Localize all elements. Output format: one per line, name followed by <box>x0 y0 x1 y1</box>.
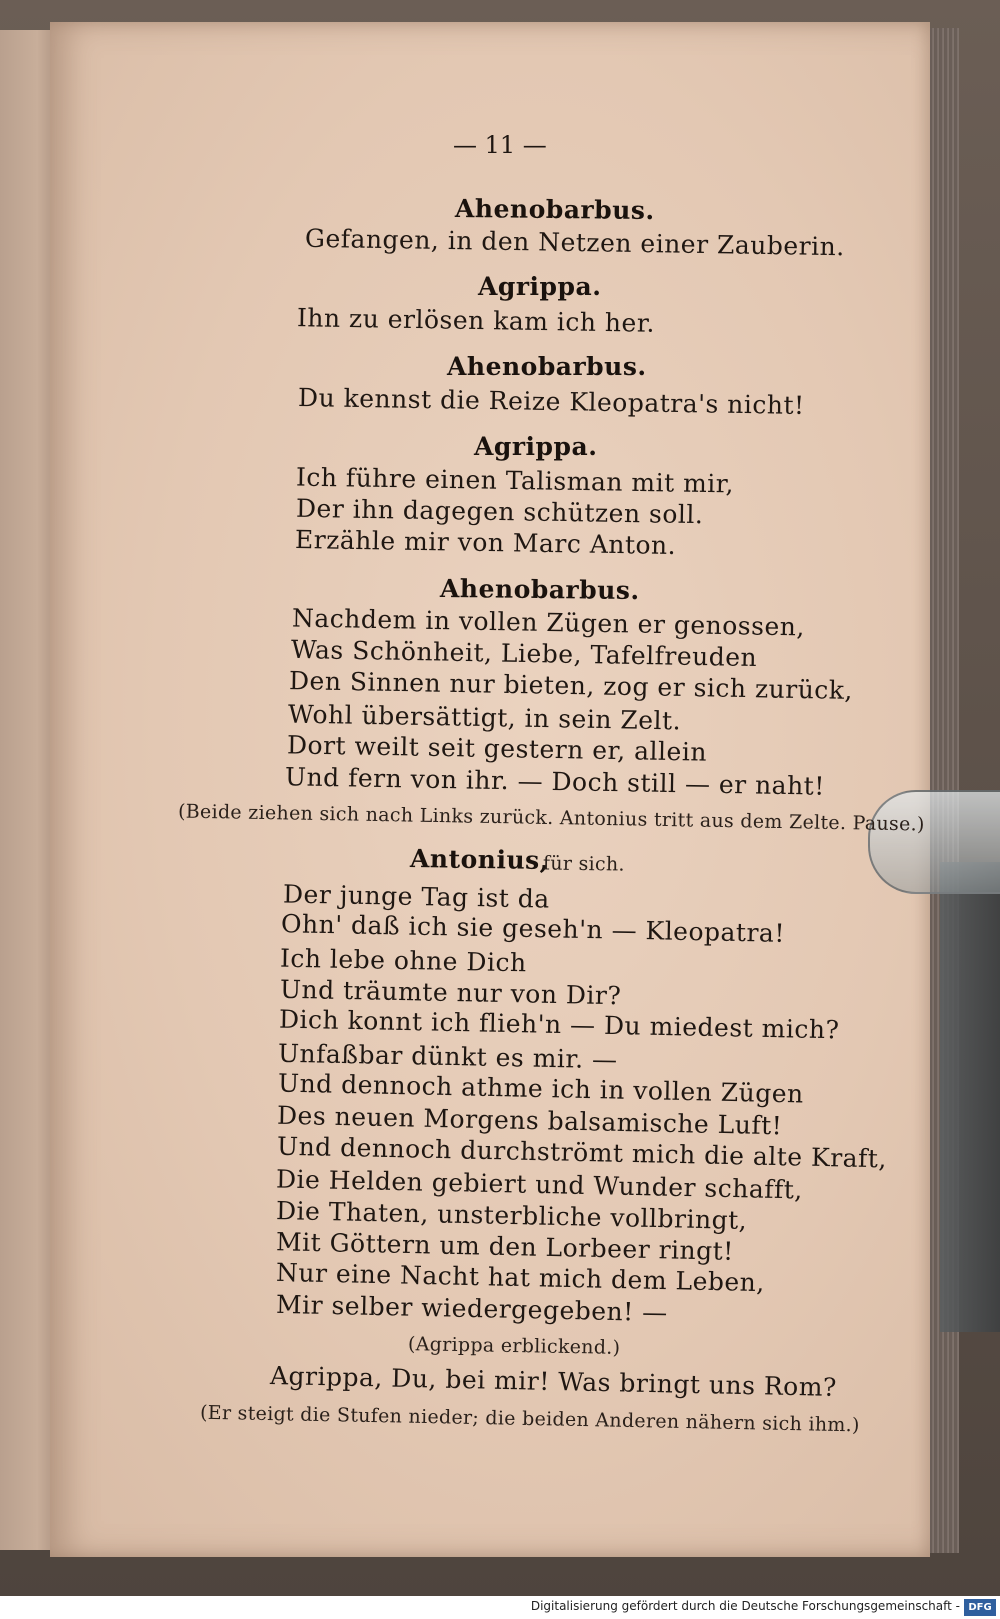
verse-line: Dort weilt seit gestern er, allein <box>286 730 708 767</box>
dfg-logo: DFG <box>964 1599 996 1616</box>
stage-direction: (Agrippa erblickend.) <box>407 1333 621 1359</box>
speaker-heading: Ahenobarbus. <box>447 352 647 381</box>
verse-line: Gefangen, in den Netzen einer Zauberin. <box>304 223 845 262</box>
speaker-heading: Ahenobarbus. <box>454 193 655 226</box>
verse-line: Ich lebe ohne Dich <box>279 943 527 978</box>
verse-line: Erzähle mir von Marc Anton. <box>294 525 677 560</box>
verse-line: Mit Göttern um den Lorbeer ringt! <box>275 1227 735 1266</box>
verse-line: Nur eine Nacht hat mich dem Leben, <box>275 1257 766 1298</box>
verse-line: Und dennoch durchströmt mich die alte Kraft, <box>276 1131 888 1174</box>
stage-direction: (Er steigt die Stufen nieder; die beiden Anderen nähern sich ihm.) <box>199 1401 860 1437</box>
speaker-heading: Ahenobarbus. <box>439 573 640 606</box>
speaker-note: für sich. <box>542 852 625 876</box>
verse-line: Und träumte nur von Dir? <box>279 974 622 1011</box>
verse-line: Ohn' daß ich sie geseh'n — Kleopatra! <box>280 909 786 948</box>
speaker-heading: Antonius, <box>409 844 550 875</box>
verse-line: Du kennst die Reize Kleopatra's nicht! <box>297 383 805 420</box>
footer-credit: Digitalisierung gefördert durch die Deutsche Forschungsgemeinschaft - <box>530 1599 960 1613</box>
verse-line: Wohl übersättigt, in sein Zelt. <box>287 699 682 736</box>
verse-line: Nachdem in vollen Zügen er genossen, <box>291 603 806 642</box>
verse-line: Und fern von ihr. — Doch still — er naht! <box>284 762 826 801</box>
verse-line: Unfaßbar dünkt es mir. — <box>277 1038 618 1075</box>
verse-line: Die Helden gebiert und Wunder schafft, <box>275 1164 804 1205</box>
verse-line: Agrippa, Du, bei mir! Was bringt uns Rom? <box>269 1361 838 1402</box>
speaker-heading: Agrippa. <box>478 272 602 301</box>
verse-line: Mir selber wiedergegeben! — <box>275 1289 669 1328</box>
verse-line: Und dennoch athme ich in vollen Zügen <box>277 1068 804 1109</box>
stage-direction: (Beide ziehen sich nach Links zurück. Antonius tritt aus dem Zelte. Pause.) <box>177 800 925 836</box>
verse-line: Dich konnt ich flieh'n — Du miedest mich? <box>278 1004 840 1045</box>
verse-line: Ich führe einen Talisman mit mir, <box>295 462 735 499</box>
page-number: — 11 — <box>453 131 547 159</box>
verse-line: Den Sinnen nur bieten, zog er sich zurück, <box>288 666 854 705</box>
verse-line: Der junge Tag ist da <box>282 879 551 914</box>
verse-line: Des neuen Morgens balsamische Luft! <box>276 1100 783 1141</box>
verse-line: Der ihn dagegen schützen soll. <box>295 493 704 530</box>
digitization-footer <box>0 1596 1000 1619</box>
verse-line: Was Schönheit, Liebe, Tafelfreuden <box>290 634 758 673</box>
verse-line: Die Thaten, unsterbliche vollbringt, <box>275 1196 748 1235</box>
speaker-heading: Agrippa. <box>474 432 598 461</box>
verse-line: Ihn zu erlösen kam ich her. <box>296 303 656 338</box>
